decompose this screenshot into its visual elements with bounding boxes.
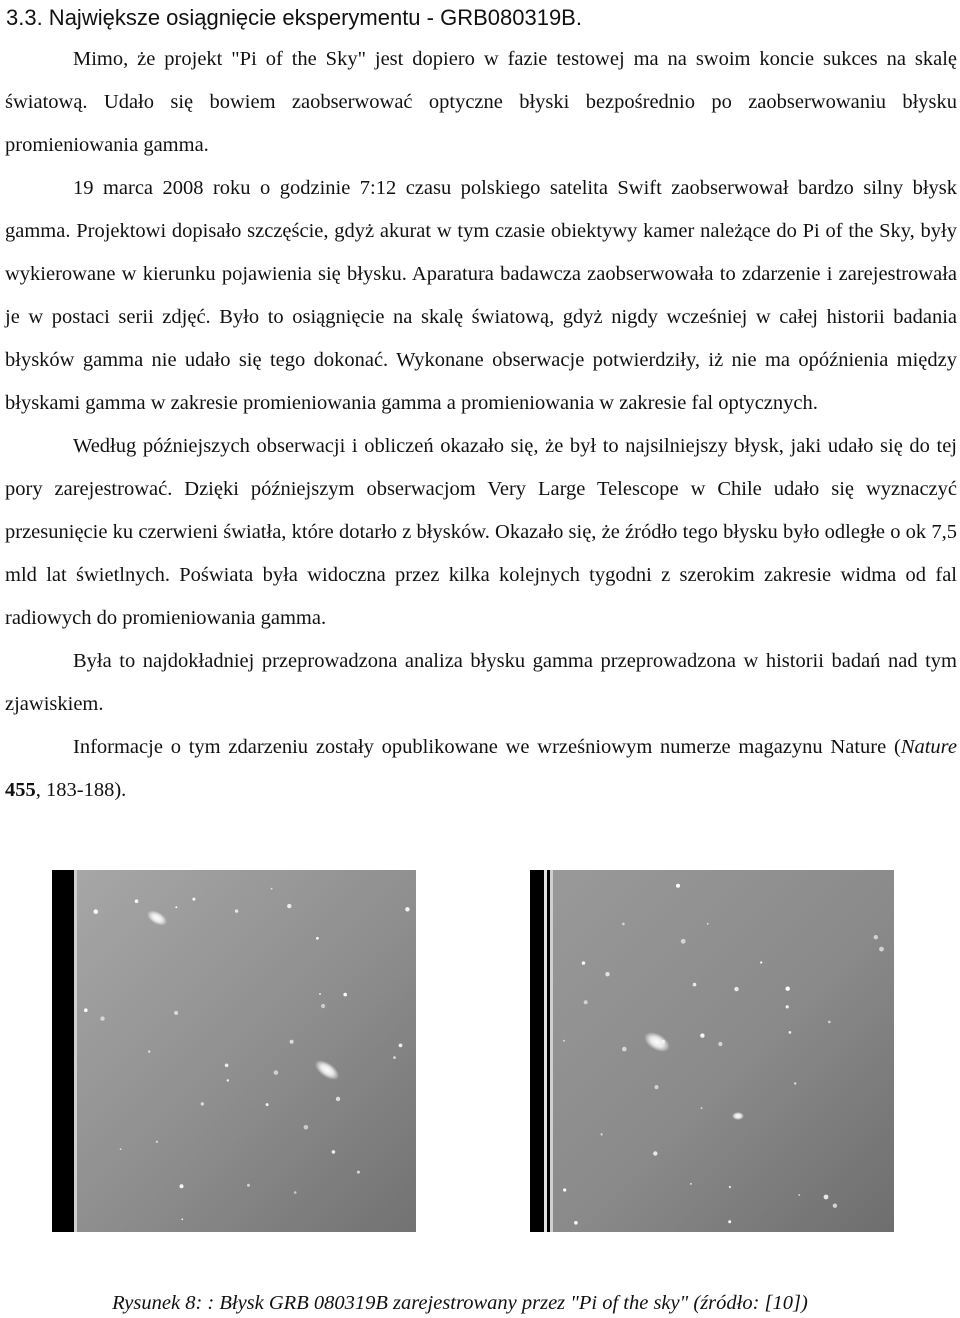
sky-image-after bbox=[530, 870, 894, 1232]
star bbox=[681, 939, 686, 944]
paragraph-analysis: Była to najdokładniej przeprowadzona analiza błysku gamma przeprowadzona w historii badań nad tym zjawiskiem. bbox=[5, 650, 957, 715]
star bbox=[405, 907, 409, 911]
star bbox=[225, 1064, 229, 1068]
star bbox=[192, 898, 195, 901]
star bbox=[874, 935, 878, 939]
star bbox=[287, 904, 291, 908]
star bbox=[304, 1125, 309, 1130]
star bbox=[605, 972, 609, 976]
star bbox=[294, 1191, 297, 1194]
star bbox=[148, 1050, 150, 1052]
star bbox=[135, 899, 139, 903]
star bbox=[266, 1103, 269, 1106]
star bbox=[833, 1204, 837, 1208]
star bbox=[100, 1016, 104, 1020]
sky-image-before bbox=[52, 870, 416, 1232]
body-text bbox=[5, 38, 957, 812]
star bbox=[690, 1183, 692, 1185]
star bbox=[574, 1221, 578, 1225]
publication-text: Informacje o tym zdarzeniu zostały opublikowane we wrześniowym numerze magazynu Nature ( bbox=[73, 736, 901, 758]
star bbox=[332, 1150, 336, 1154]
star bbox=[718, 1042, 722, 1046]
journal-pages: , 183-188). bbox=[35, 779, 127, 801]
star bbox=[707, 923, 709, 925]
paragraph-observation: 19 marca 2008 roku o godzinie 7:12 czasu polskiego satelita Swift zaobserwował bardzo silny błysk gamma. Projektowi dopisało szczęście, gdyż akurat w tym czasie obiektywy kamer należące do Pi of the Sky, były wykierowane w kierunku pojawienia się błysku. Aparatura badawcza zaobserwowała to zdarzenie i zarejestrowała je w postaci serii zdjęć. Było to osiągnięcie na skalę światową, gdyż nigdy wcześniej w całej historii badania błysków gamma nie udało się tego dokonać. Wykonane obserwacje potwierdziły, iż nie ma opóźnienia między błyskami gamma w zakresie promieniowania gamma a promieniowania w zakresie fal optycznych. bbox=[5, 177, 957, 414]
star bbox=[563, 1040, 565, 1042]
journal-volume: 455 bbox=[5, 779, 36, 801]
star bbox=[336, 1097, 340, 1101]
star bbox=[563, 1188, 566, 1191]
figure-caption: Rysunek 8: : Błysk GRB 080319B zarejestrowany przez "Pi of the sky" (źródło: [10]) bbox=[112, 1292, 808, 1314]
star bbox=[828, 1021, 831, 1024]
star bbox=[676, 884, 680, 888]
star bbox=[180, 1184, 184, 1188]
star bbox=[693, 983, 697, 987]
star bbox=[156, 1141, 158, 1143]
star bbox=[319, 993, 321, 995]
star bbox=[84, 1008, 88, 1012]
star bbox=[343, 993, 347, 997]
star bbox=[622, 923, 625, 926]
star bbox=[794, 1082, 796, 1084]
star bbox=[399, 1044, 403, 1048]
star bbox=[393, 1056, 396, 1059]
star bbox=[729, 1186, 731, 1188]
star bbox=[786, 987, 790, 991]
star bbox=[734, 987, 738, 991]
star bbox=[175, 906, 177, 908]
star bbox=[247, 1184, 250, 1187]
star bbox=[120, 1148, 122, 1150]
paragraph-later-observations: Według późniejszych obserwacji i obliczeń okazało się, że był to najsilniejszy błysk, jaki udało się do tej pory zarejestrować. Dzięki późniejszym obserwacjom Very Large Telescope w Chile udało się wyznaczyć przesunięcie ku czerwieni światła, które dotarło z błysków. Okazało się, że źródło tego błysku było odległe o ok 7,5 mld lat świetlnych. Poświata była widoczna przez kilka kolejnych tygodni z szerokim zakresie widma od fal radiowych do promieniowania gamma. bbox=[5, 435, 957, 629]
star bbox=[798, 1194, 800, 1196]
star bbox=[700, 1033, 704, 1037]
star bbox=[584, 1000, 588, 1004]
star bbox=[274, 1070, 279, 1075]
star bbox=[290, 1040, 294, 1044]
star bbox=[181, 1218, 183, 1220]
journal-name: Nature bbox=[900, 736, 957, 758]
star bbox=[201, 1102, 204, 1105]
star bbox=[227, 1079, 229, 1081]
star bbox=[174, 1011, 178, 1015]
star bbox=[655, 1085, 659, 1089]
figure-frame-after bbox=[530, 870, 894, 1232]
star bbox=[786, 1005, 789, 1008]
section-title: 3.3. Największe osiągnięcie eksperymentu - GRB080319B. bbox=[6, 5, 582, 30]
paragraph-intro: Mimo, że projekt "Pi of the Sky" jest dopiero w fazie testowej ma na swoim koncie sukces na skalę światową. Udało się bowiem zaobserwować optyczne błyski bezpośrednio po zaobserwowaniu błysku promieniowania gamma. bbox=[5, 48, 957, 156]
figure-frame-before bbox=[52, 870, 416, 1232]
star bbox=[728, 1220, 731, 1223]
star bbox=[701, 1107, 703, 1109]
star bbox=[316, 937, 319, 940]
star bbox=[824, 1195, 829, 1200]
star bbox=[271, 888, 273, 890]
paragraph-publication bbox=[5, 726, 957, 812]
star bbox=[789, 1031, 792, 1034]
star bbox=[582, 961, 585, 964]
star bbox=[601, 1133, 603, 1135]
star bbox=[235, 909, 238, 912]
star bbox=[653, 1151, 657, 1155]
star bbox=[879, 947, 884, 952]
star bbox=[321, 1004, 325, 1008]
star bbox=[760, 961, 762, 963]
star bbox=[94, 909, 99, 914]
star bbox=[622, 1047, 627, 1052]
star bbox=[357, 1171, 360, 1174]
